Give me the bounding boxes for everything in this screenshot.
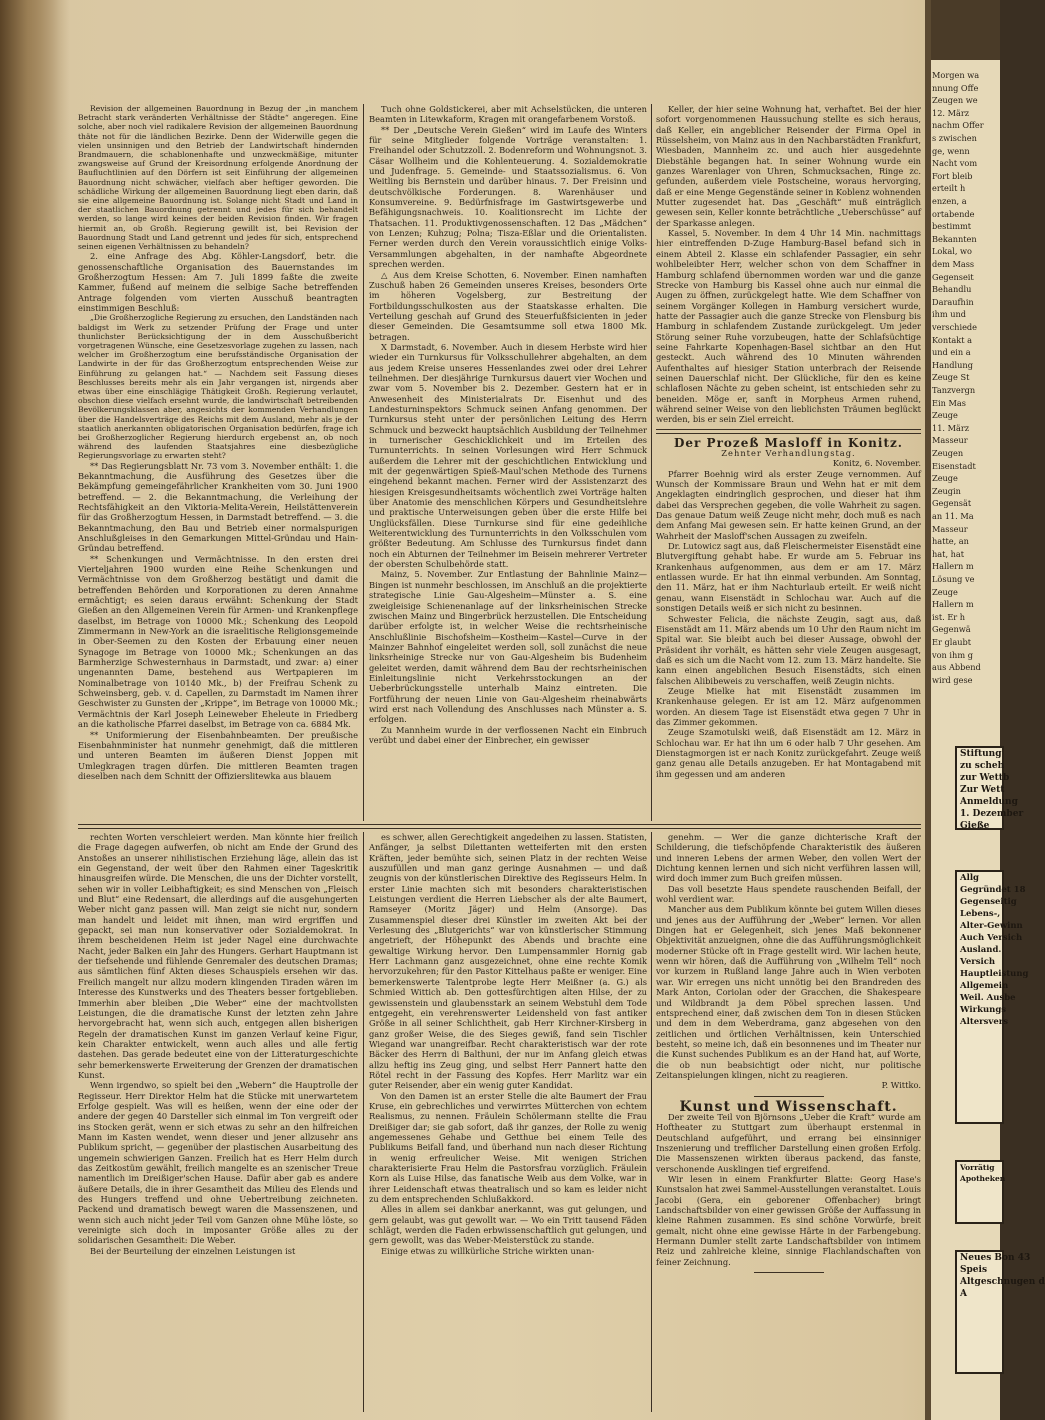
strip-line: Kontakt a [932, 334, 973, 345]
paragraph: Schwester Felicia, die nächste Zeugin, sagt aus, daß Eisenstädt am 11. März abends um 10 Uhr den Raum nicht im Spital war. Sie bleibt auch bei dieser Aussage, obwohl der Präsident ihr vorhält, es hätten sehr viele Zeugen ausgesagt, daß es sich um die Nacht vom 12. zum 13. März handelte. Sie kann einen angeblichen Besuch Eisenstädts, sich einen falschen Alibibeweis zu verschaffen, weiß Zeugin nichts. [656, 613, 921, 686]
ad-line: Allgemein [960, 981, 1009, 991]
column-6 [656, 832, 921, 1412]
ad-line: Alter-Gewinn [960, 921, 1023, 931]
strip-line: Morgen wa [932, 70, 980, 80]
paragraph: Wir lesen in einem Frankfurter Blatte: Georg Hase's Kunstsalon hat zwei Sammel-Ausstellungen veranstaltet. Louis Jacobi (Gera, ein geborener Offenbacher) bringt Landschaftsbilder von einer gewissen Größe der Auffassung in kleine Rahmen zusammen. Es sind schöne Vorwürfe, breit gemalt, nicht ohne eine gewisse Härte in der Farbengebung. Hermann Dumler stellt zarte Landschaftsbilder von intimem Reiz und zahlreiche kleine, sinnige Flachlandschaften von feiner Zeichnung. [656, 1174, 921, 1267]
paragraph: Wenn irgendwo, so spielt bei den „Webern“ die Hauptrolle der Regisseur. Herr Direktor Helm hat die Stücke mit unerwartetem Erfolge gespielt. Was will es heißen, wenn der eine oder der andere der gegen 40 Darsteller sich einmal im Ton vergreift oder ins Stocken gerät, wenn er sich etwas zu sehr an den hilfreichen Mann im Kasten wendet, wenn dieser und jener allzusehr ans Publikum spricht, — gegenüber der plastischen Ausarbeitung des ungemein schwierigen Ganzen. Freilich hat es Herr Helm durch das Zeitkostüm gewählt, freilich mangelte es an szenischer Treue namentlich im Dreißiger'schen Hause. Dafür aber gab es andere äußere Details, die in ihrer Gesamtheit das Milieu des Elends und des Hungers treffend und ohne Uebertreibung zeichneten. Packend und dramatisch bewegt waren die Massenszenen, und wenn sich auch nicht jeder Teil vom Ganzen ohne Mühe löste, so vereinigte sich doch in imposanter Größe alles zu der solidarischen Gesamtheit: Die Weber. [78, 1080, 358, 1246]
ad-line: zu scheh [960, 761, 1005, 771]
paragraph: Mainz, 5. November. Zur Entlastung der Bahnlinie Mainz—Bingen ist nunmehr beschlossen, im Anschluß an die projektierte strategische Linie Gau-Algesheim—Münster a. S. eine zweigleisige Schienenanlage auf der linksrheinischen Strecke zwischen Mainz und Bingerbrück herzustellen. Die Entscheidung darüber erfolgte ist, in welcher Weise die rechtsrheinische Anschlußlinie Bischofsheim—Kostheim—Kastel—Curve in der Mainzer Bahnhof eingeleitet werden soll, soll zunächst die neue linksrheinige Strecke nur von Gau-Algesheim bis Budenheim geleitet werden, damit während dem Bau der rechtsrheinischen Einleitungslinie nicht Verkehrsstockungen an der Ueberbrückungsstelle unterhalb Mainz eintreten. Die Fortführung der neuen Linie von Gau-Algesheim rheinabwärts wird erst nach Vollendung des Anschlusses nach Münster a. S. erfolgen. [369, 569, 647, 725]
paragraph: Bei der Beurteilung der einzelnen Leistungen ist [90, 1245, 296, 1256]
column-rule [651, 832, 652, 1412]
column-rule [363, 104, 364, 821]
ad-line: Gegenseitig [960, 897, 1017, 907]
strip-line: Zeuge [932, 473, 958, 484]
paragraph: X Darmstadt, 6. November. Auch in diesem Herbste wird hier wieder ein Turnkursus für Volksschullehrer abgehalten, an dem aus jedem Kreise unseres Hessenlandes zwei oder drei Lehrer teilnehmen. Der diesjährige Turnkursus dauert vier Wochen und zwar vom 5. November bis 2. Dezember. Gestern hat er in Anwesenheit des Ministerialrats Dr. Eisenhut und des Landesturninspektors Schmuck seinen Anfang genommen. Der Turnkursus steht unter der persönlichen Leitung des Herrn Schmuck und bezweckt hauptsächlich Ausbildung der Teilnehmer in turnerischer Geschicklichkeit und im Erteilen des Turnunterrichts. In seinen Vorlesungen wird Herr Schmuck außerdem die Lehrer mit der geschichtlichen Entwicklung und mit der gegenwärtigen Spieß-Maul'schen Methode des Turnens eingehend bekannt machen. Ferner wird der Assistenzarzt des hiesigen Kreisgesundheitsamts wöchentlich zwei Vorträge halten über Anatomie des menschlichen Körpers und Gesundheitslehre und praktische Unterweisungen geben über die erste Hilfe bei Unglücksfällen. Diese Turnkurse sind für eine gedeihliche Weiterentwicklung des Turnunterrichts in den Volksschulen vom größter Bedeutung. Am Schlusse des Turnkursus findet dann noch ein Abturnen der Teilnehmer im Beisein mehrerer Vertreter der obersten Schulbehörde statt. [369, 341, 647, 570]
strip-line: wird gese [932, 674, 973, 685]
strip-line: Bekannten [932, 233, 977, 244]
ad-line: Ausland. [960, 945, 1002, 955]
paragraph: Der zweite Teil von Björnsons „Ueber die Kraft“ wurde am Hoftheater zu Stuttgart zum überhaupt erstenmal in Deutschland aufgeführt, und errang bei einsinniger Inszenierung und trefflicher Darstellung einen großen Erfolg. Die Massenszenen wirkten überaus packend, das fanste, verschonende Ausklingen tief ergreifend. [656, 1111, 921, 1174]
paragraph: Zeuge Szamotulski weiß, daß Eisenstädt am 12. März in Schlochau war. Er hat ihn um 6 oder halb 7 Uhr gesehen. Am Dienstagmorgen ist er nach Konitz zurückgefahrt. Zeuge weiß ganz genau alle Details anzugeben. Er hat Montagabend mit ihm gegessen und am anderen [656, 727, 921, 779]
strip-line: Behandlu [932, 284, 972, 295]
strip-line: bestimmt [932, 221, 972, 232]
column-3 [656, 104, 921, 821]
strip-line: 11. März [932, 422, 970, 433]
strip-line: Nacht vom [932, 158, 978, 169]
strip-line: ihm und [932, 309, 967, 320]
paragraph: Pfarrer Boehnig wird als erster Zeuge vernommen. Auf Wunsch der Kommissare Braun und Wehn hat er mit dem Angeklagten eindringlich gesprochen, und dieser hat ihm dabei das Versprechen gegeben, die volle Wahrheit zu sagen. Das genaue Datum weiß Zeuge nicht mehr, doch muß es nach dem Anfang Mai gewesen sein. Er hatte keinen Grund, an der Wahrheit der Masloff'schen Aussagen zu zweifeln. [656, 468, 921, 541]
ad-line: zur Wettb [960, 773, 1010, 783]
strip-line: erteilt h [932, 183, 966, 194]
ad-line: Auch Versich [960, 933, 1023, 943]
paragraph: Zeuge Mielke hat mit Eisenstädt zusammen im Krankenhause gelegen. Er ist am 12. März aufgenommen worden. An diesem Tage ist Eisenstädt etwa gegen 7 Uhr in das Zimmer gekommen. [656, 685, 921, 727]
strip-line: Zeuge St [932, 372, 970, 383]
paragraph: △ Aus dem Kreise Schotten, 6. November. Einen namhaften Zuschuß haben 26 Gemeinden unseres Kreises, besonders Orte im höheren Vogelsberg, zur Bestreitung der Fortbildungsschulkosten aus der Staatskasse erhalten. Die Verteilung geschah auf Grund des Steuerfußfsicienten in jeder dieser Gemeinden. Die Gesamtsumme soll etwa 1800 Mk. betragen. [369, 269, 647, 342]
ad-line: 1. Dezember [960, 809, 1024, 819]
paragraph: „Die Großherzogliche Regierung zu ersuchen, den Landständen nach baldigst im Werk zu setzender Prüfung der Frage und unter thunlichster Berücksichtigung der in dem Ausschußbericht vorgetragenen Wünsche, eine Gesetzesvorlage zugehen zu lassen, nach welcher im Großherzogtum eine berufsständische Organisation der Landwirte in der für das Großherzogtum entsprechenden Weise zur Einführung zu gelangen hat.“ — Nachdem seit Fassung dieses Beschlusses bereits mehr als ein Jahr vergangen ist, nirgends aber etwas über eine einschlägige Thätigkeit Großh. Regierung verlautet, obschon diese vielfach ersehnt wurde, die landwirtschaft betreibenden Bevölkerungsklassen aber, angesichts der kommenden Verhandlungen über die Handelsverträge des Reichs mit dem Ausland, mehr als je der staatlich anerkannten obligatorischen Organisation bedürfen, frage ich bei Großherzoglicher Regierung hierdurch ergebenst an, ob noch während des laufenden Staatsjahres eine diesbezügliche Regierungsvorlage zu erwarten steht? [78, 313, 358, 461]
ad-line: Gieße [960, 821, 990, 831]
strip-line: Gegenseit [932, 271, 974, 282]
strip-line: Tanzvergn [932, 385, 976, 395]
ad-line: Vorrätig [960, 1163, 995, 1172]
strip-line: Lokal, wo [932, 246, 972, 257]
strip-line: ortabende [932, 208, 975, 219]
strip-line: Zeuge [932, 586, 958, 597]
ad-allgemeine-versicherung [955, 870, 1029, 1124]
ad-line: A [960, 1289, 967, 1299]
strip-line: Zeuge [932, 410, 958, 421]
strip-line: von ihm g [932, 649, 973, 660]
strip-line: enzen, a [932, 196, 967, 206]
page-binding-shadow [0, 0, 70, 1420]
paragraph: Dr. Lutowicz sagt aus, daß Fleischermeister Eisenstädt eine Blutvergiftung gehabt habe. Er wurde am 5. Februar ins Krankenhaus aufgenommen, aus dem er am 17. März entlassen wurde. Er hat ihn einmal verbunden. Am Sonntag, den 11. März, hat er ihm Nachturlaub erteilt. Er weiß nicht genau, wann Eisenstädt in Schlochau war. Auch auf die sonstigen Details weiß er sich nicht zu besinnen. [656, 541, 921, 614]
paragraph: Kassel, 5. November. In dem 4 Uhr 14 Min. nachmittags hier eintreffenden D-Zuge Hamburg-Basel befand sich in einem Abteil 2. Klasse ein schlafender Passagier, ein sehr wohlbeleibter Herr, welcher schon von dem Schaffner in Hamburg schlafend übernommen worden war und die ganze Strecke von Hamburg bis Kassel ohne auch nur einmal die Augen zu öffnen, zurückgelegt hatte. Wie dem Schaffner von seinem Vorgänger Kollegen in Hamburg versichert wurde, hatte der Passagier auch die ganze Strecke von Flensburg bis Hamburg in schlafendem Zustande zurückgelegt. Um jeder Störung seiner Ruhe vorzubeugen, hatte der Schlafsüchtige seine Fahrkarte Kopenhagen-Basel sichtbar an den Hut gesteckt. Auch während des 10 Minuten währenden Aufenthaltes auf hiesiger Station unterbrach der Reisende seinen Dauerschlaf nicht. Der Glückliche, für den es keine schlaflosen Nächte zu geben scheint, ist entschieden sehr zu beneiden. Möge er, sanft in Morpheus Armen ruhend, während seiner Weise von den lieblichsten Träumen beglückt werden, bis er sein Ziel erreicht. [656, 228, 921, 425]
strip-line: ge, wenn [932, 145, 970, 156]
ad-stiftung [955, 746, 1024, 831]
paragraph: Tuch ohne Goldstickerei, aber mit Achselstücken, die unteren Beamten in Litewkaform, Kragen mit orangefarbenem Vorstoß. [369, 104, 647, 125]
strip-line: an 11. Ma [932, 511, 974, 521]
strip-line: Lösung ve [932, 574, 975, 584]
paragraph: es schwer, allen Gerechtigkeit angedeihen zu lassen. Statisten, Anfänger, ja selbst Dilettanten wetteiferten mit den ersten Kräften, jeder bemühte sich, seinen Platz in der rechten Weise auszufüllen und man ganz geringe Ausnahmen — und daß zeugnis von der künstlerischen Direktive des Regisseurs Helm. In erster Linie machten sich mit besonders charakteristischen Leistungen verdient die Herren Liebscher als der alte Baumert, Ramseyer (Moritz Jäger) und Helm (Ansorge). Das Zusammenspiel dieser drei Künstler im zweiten Akt bei der Verlesung des „Blutgerichts“ war von künstlerischer Stimmung angetrieft, der Höhepunkt des Abends und brachte eine gewaltige Wirkung hervor. Den Lumpensammler Hornig gab Herr Lachmann ganz ausgezeichnet, ohne eine rechte Komik hervorzukehren; für den Pastor Kittelhaus paßte er weniger. Eine bemerkenswerte Talentprobe legte Herr Meißner (a. G.) als Schmied Wittich ab. Den gottesfürchtigen alten Hilse, der zu gewissenstein und glaubensstark an seinem Webstuhl dem Tode entgegeht, ein verehrenswerter Leidensheld von fast antiker Größe in all seiner Schlichtheit, gab Herr Kirchner-Kirsberg in ganz großer Weise, die des Sieges gewiß, fand sein Tischler Wiegand war unangreifbar. Recht charakteristisch war der rote Bäcker des Herrn di Balthuni, der nur im Anfang gleich etwas allzu heftig ins Zeug ging, und selbst Herr Pannert hatte den Rötel recht in der Fassung des Kopfes. Herr Marlitz war ein guter Reisender, aber ein wenig guter Kandidat. [369, 832, 647, 1091]
ad-line: Versich [960, 957, 996, 967]
ad-line: Neues Bon 43 [960, 1253, 1031, 1263]
ad-line: Anmeldung [960, 797, 1018, 807]
strip-line: Eisenstadt [932, 460, 976, 471]
ad-line: Stiftung [960, 749, 1002, 759]
author-signature: P. Wittko. [881, 1080, 921, 1091]
ad-line: Speis [960, 1265, 988, 1275]
ad-line: Hauptleistung [960, 969, 1029, 979]
paragraph: rechten Worten verschleiert werden. Man könnte hier freilich die Frage dagegen aufwerfen, ob nicht am Ende der Grund des Anstoßes an unserer nihilistischen Erziehung läge, allein das ist ein Gegenstand, der weit über den Rahmen einer Tageskritik hinausgreifen würde. Die Menschen, die uns der Dichter vorstellt, sehen wir in voller Leibhaftigkeit; es sind Menschen von „Fleisch und Blut“ eine Redensart, die allerdings auf die ausgehungerten Weber nicht ganz passen will. Man zeigt sie nicht nur, sondern man handelt und leidet mit ihnen, man wird ergriffen und gepackt, sei man nun konservativer oder Sozialdemokrat. In ihrem bescheidenen Heim ist jeder Nagel eine durchwachte Nacht, jeder Balken ein Jahr des Hungers. Gerhart Hauptmann ist der tiefsehende und fühlende Genremaler des deutschen Dramas; aus sämtlichen fünf Akten dieses Schauspiels ersehen wir das. Freilich mangelt nur allzu modern klingenden Tiraden wären im Interesse des Kunstwerks und des Theaters besser fortgeblieben. Immerhin aber bleiben „Die Weber“ eine der machtvollsten Leistungen, die die dramatische Kunst der letzten zehn Jahre hervorgebracht hat, wenn sich auch, entgegen allen bisherigen Regeln der dramatischen Kunst im ganzen Verlauf keine Figur, kein Charakter entwickelt, wenn auch alles und alle fertig dastehen. Das gerade bedeutet eine von der Litteraturgeschichte sehr bemerkenswerte Erweiterung der Grenzen der dramatischen Kunst. [78, 832, 358, 1080]
headline-kunst: Kunst und Wissenschaft. [679, 1098, 898, 1115]
strip-line: Fort bleib [932, 170, 973, 181]
strip-line: hat, hat [932, 548, 965, 559]
strip-line: Zeugin [932, 485, 961, 496]
ad-line: Weil. Ausbe [960, 993, 1016, 1003]
strip-line: Gegenwä [932, 624, 971, 635]
paragraph: Mancher aus dem Publikum könnte bei gutem Willen dieses und jenes aus der Aufführung der „Weber“ lernen. Vor allen Dingen hat er Gelegenheit, sich jenes Maß bekonnener Objektivität anzueignen, ohne die das Aufführungsmöglichkeit moderner Stücke oft in Frage gestellt wird. Wir lachen heute, wenn wir hören, daß die Aufführung von „Wilhelm Tell“ noch vor kurzem in Rußland lange Jahre auch in Wien verboten war. Wir erregen uns nicht unnötig bei den Brandreden des Mark Anton, Coriolan oder der Gracchen, die Shakespeare und Wildbrandt ja dem Pöbel sprechen lassen. Und entsprechend einer, daß zwischen dem Ton in diesen Stücken und dem in dem Weberdrama, ganz abgesehen von den zeitlichen und örtlichen Verhältnissen, kein Unterschied besteht, so meine ich, daß ein besonnenes und im Theater nur die Kunst suchendes Publikum es an der Hand hat, auf Worte, die ob nun beabsichtigt oder nicht, nur politische Zeitanspielungen klingen, nicht zu reagieren. [656, 904, 921, 1080]
strip-line: Hallern m [932, 561, 974, 572]
dateline: Konitz, 6. November. [832, 458, 921, 469]
strip-line: Zeugen we [932, 95, 978, 106]
strip-line: Masseur [932, 523, 968, 534]
column-1 [78, 104, 358, 821]
paragraph: Zu Mannheim wurde in der verflossenen Nacht ein Einbruch verübt und dabei einer der Einbrecher, ein gewisser [369, 724, 647, 745]
paragraph: ** Schenkungen und Vermächtnisse. In den ersten drei Vierteljahren 1900 wurden eine Reihe Schenkungen und Vermächtnisse von dem Großherzog bestätigt und damit die betreffenden Behörden und Korporationen zu deren Annahme ermächtigt; es seien daraus erwähnt: Schenkung der Stadt Gießen an den Allgemeinen Verein für Armen- und Krankenpflege daselbst, im Betrage von 10000 Mk.; Schenkung des Leopold Zimmermann in New-York an die israelitische Religionsgemeinde in Ober-Seemen zu den Kosten der Erbauung einer neuen Synagoge im Betrage von 10000 Mk.; Schenkungen an das Barmherzige Schwesternhaus in Darmstadt, und zwar: a) einer ungenannten Dame, bestehend aus Wertpapieren im Nominalbetrage von 10140 Mk., b) der Freifrau Schenk zu Schweinsberg, geb. v. d. Capellen, zu Darmstadt im Namen ihrer Geschwister zu Gunsten der „Krippe“, im Betrage von 10000 Mk.; Vermächtnis der Karl Joseph Leineweber Eheleute in Friedberg an die katholische Pfarrei daselbst, im Betrage von ca. 6884 Mk. [78, 553, 358, 730]
ad-line: Allg [960, 873, 979, 883]
strip-line: s zwischen [932, 133, 977, 143]
strip-line: Daraufhin [932, 296, 974, 307]
ad-line: Altersvers [960, 1017, 1009, 1027]
strip-line: verschiede [932, 322, 977, 332]
strip-line: nachm Offer [932, 120, 984, 131]
paragraph: Das voll besetzte Haus spendete rauschenden Beifall, der wohl verdient war. [656, 883, 921, 905]
strip-line: aus Abbend [932, 662, 981, 673]
page-gutter [925, 0, 931, 1420]
paragraph: 2. eine Anfrage des Abg. Köhler-Langsdorf, betr. die genossenschaftliche Organisation des Bauernstandes im Großherzogtum Hessen: Am 7. Juli 1899 faßte die zweite Kammer, fußend auf meinem die selbige Sache betreffenden Antrage folgenden vom vierten Ausschuß beantragten einstimmigen Beschluß: [78, 251, 358, 313]
strip-line: Gegensät [932, 498, 972, 509]
ad-line: Lebens-, [960, 909, 1001, 919]
strip-line: 12. März [932, 107, 970, 118]
ad-speisen [955, 1250, 1045, 1374]
paragraph: Alles in allem sei dankbar anerkannt, was gut gelungen, und gern gelaubt, was gut gewollt war. — Wo ein Tritt tausend Fäden schlägt, werden die Faden erbwissenschaftlich gut gelungen, und gern gewollt, was das Weber-Meisterstück zu stande. [369, 1204, 647, 1246]
paragraph: Einige etwas zu willkürliche Striche wirkten unan- [381, 1245, 595, 1256]
ad-line: Wirkungs [960, 1005, 1007, 1015]
strip-line: Er glaubt [932, 637, 972, 647]
adjacent-page-shadow [928, 0, 1000, 60]
subheadline-masloff: Zehnter Verhandlungstag. [721, 448, 856, 458]
column-5 [369, 832, 647, 1412]
strip-line: Ein Mas [932, 397, 966, 408]
strip-line: Hallern m [932, 599, 974, 610]
paragraph: ** Der „Deutsche Verein Gießen“ wird im Laufe des Winters für seine Mitglieder folgende Vorträge veranstalten: 1. Freihandel oder Schutzzoll. 2. Bodenreform und Wohnungsnot. 3. Cäsar Wollheim und die Kohlenteuerung. 4. Sozialdemokratie und Judenfrage. 5. Gemeinde- und Staatssozialismus. 6. Von Weitling bis Bernstein und darüber hinaus. 7. Der Freisinn und deutschvölkische Forderungen. 8. Warenhäuser und Konsumvereine. 9. Bedürfnisfrage im Gastwirtsgewerbe und Befähigungsnachweis. 10. Koalitionsrecht im Lichte der Thatsachen. 11. Produktivgenossenschaften. 12 Das „Mädchen“ von Lenzen; Kuhzug; Polna; Tisza-Eßlar und die Orientalisten. Ferner werden durch den Verein voraussichtlich einige Volks-Versammlungen abgehalten, in der namhafte Abgeordnete sprechen werden. [369, 124, 647, 270]
ad-vorraetig [955, 1160, 1004, 1224]
ad-line: Altgeschnugen d [960, 1277, 1045, 1287]
paragraph: genehm. — Wer die ganze dichterische Kraft der Schilderung, die tiefschöpfende Charakteristik des äußeren und inneren Lebens der armen Weber, den vollen Wert der Dichtung kennen lernen und sich nicht verführen lassen will, wird doch immer zum Buch greifen müssen. [656, 832, 921, 884]
section-divider [656, 429, 921, 434]
column-4 [78, 832, 358, 1412]
column-rule [363, 832, 364, 1412]
paragraph: Revision der allgemeinen Bauordnung in Bezug der „in manchem Betracht stark veränderten Verhältnisse der Städte“ angeregen. Eine solche, aber noch viel radikalere Revision der allgemeinen Bauordnung thäte not für die ländlichen Bezirke. Denn der Widerwille gegen die vielen unsinnigen und den Betrieb der Landwirtschaft hindernden Brandmauern, die schablonenhafte und unzweckmäßige, mitunter zwangsweise auf Grund der Kreisordnung erfolgende Anordnung der Baufluchtlinien auf den Dörfern ist seit Einführung der allgemeinen Bauordnung nicht schwächer, vielfach aber heftiger geworden. Die schädliche Wirkung der allgemeinen Bauordnung liegt eben darin, daß sie eine allgemeine Bauordnung ist. Solange nicht Stadt und Land in der staatlichen Bauordnung getrennt und jedes für sich behandelt werden, so lange wird keines der beiden Revision finden. Wir fragen hiermit an, ob Großh. Regierung gewillt ist, bei Revision der Bauordnung Stadt und Land getrennt und jedes für sich, entsprechend seinen eigenen Verhältnissen zu behandeln? [78, 104, 358, 252]
strip-line: ist. Er h [932, 611, 966, 622]
strip-line: und ein a [932, 347, 971, 358]
column-2 [369, 104, 647, 821]
feuilleton-divider [78, 824, 921, 829]
ad-line: Zur Wett [960, 785, 1005, 795]
strip-line: nnung Offe [932, 82, 979, 93]
short-rule [754, 1096, 824, 1097]
paragraph: ** Uniformierung der Eisenbahnbeamten. Der preußische Eisenbahnminister hat nunmehr genehmigt, daß die mittleren und unteren Beamten im äußeren Dienst Joppen mit Umlegkragen tragen dürfen. Die mittleren Beamten tragen dieselben nach dem Schnitt der Offizierslitewka aus blauem [78, 729, 358, 781]
paragraph: ** Das Regierungsblatt Nr. 73 vom 3. November enthält: 1. die Bekanntmachung, die Ausführung des Gesetzes über die Bekämpfung gemeingefährlicher Krankheiten vom 30. Juni 1900 betreffend. — 2. die Bekanntmachung, die Verleihung der Rechtsfähigkeit an den Viktoria-Melita-Verein, Heilstättenverein für das Großherzogtum Hessen, in Darmstadt betreffend. — 3. die Bekanntmachung, den Bau und Betrieb einer normalspurigen Anschlußgleises in den Gemarkungen Mittel-Gründau und Hain-Gründau betreffend. [78, 460, 358, 554]
ad-line: Apotheken [960, 1174, 1006, 1183]
paragraph: Keller, der hier seine Wohnung hat, verhaftet. Bei der hier sofort vorgenommenen Haussuchung stellte es sich heraus, daß Keller, ein angeblicher Reisender der Firma Opel in Rüsselsheim, von Mainz aus in den Nachbarstädten Frankfurt, Wiesbaden, Mannheim zc. und auch hier ausgedehnte Diebstähle begangen hat. In seiner Wohnung wurde ein ganzes Warenlager von Uhren, Schmucksachen, Ringe zc. gefunden, außerdem viele Postscheine, woraus hervorging, daß er eine Menge Gegenstände seiner in Koblenz wohnenden Mutter zugesendet hat. Das „Geschäft“ muß einträglich gewesen sein, Keller konnte beträchtliche „Ueberschüsse“ auf der Sparkasse anlegen. [656, 104, 921, 228]
strip-line: Zeugen [932, 448, 964, 458]
paragraph: Von den Damen ist an erster Stelle die alte Baumert der Frau Kruse, ein gebrechliches und verwirrtes Mütterchen von echtem Realismus, zu nennen. Fräulein Schölermann stellte die Frau Dreißiger dar; sie gab sofort, daß ihr ganzes, der Rolle zu wenig angemessenes Gehabe und Getthue bei einem Teile des Publikums Beifall fand, und überhand nun nach dieser Richtung in wenig erfreulicher Weise. Mit wenigen Strichen charakterisierte Frau Helm die Pastorsfrau vorzüglich. Fräulein Korn als Luise Hilse, das fanatische Weib aus dem Volke, war in ihrer Leidenschaft etwas theatralisch und so kam es leider nicht zu dem entsprechenden Schlußakkord. [369, 1090, 647, 1205]
ad-line: Gegründet 18 [960, 885, 1026, 895]
headline-masloff: Der Prozeß Masloff in Konitz. [674, 435, 903, 450]
short-rule [754, 1272, 824, 1273]
strip-line: Masseur [932, 435, 968, 446]
column-rule [651, 104, 652, 821]
strip-line: Handlung [932, 359, 973, 370]
strip-line: hatte, an [932, 536, 969, 547]
strip-line: dem Mass [932, 259, 975, 269]
